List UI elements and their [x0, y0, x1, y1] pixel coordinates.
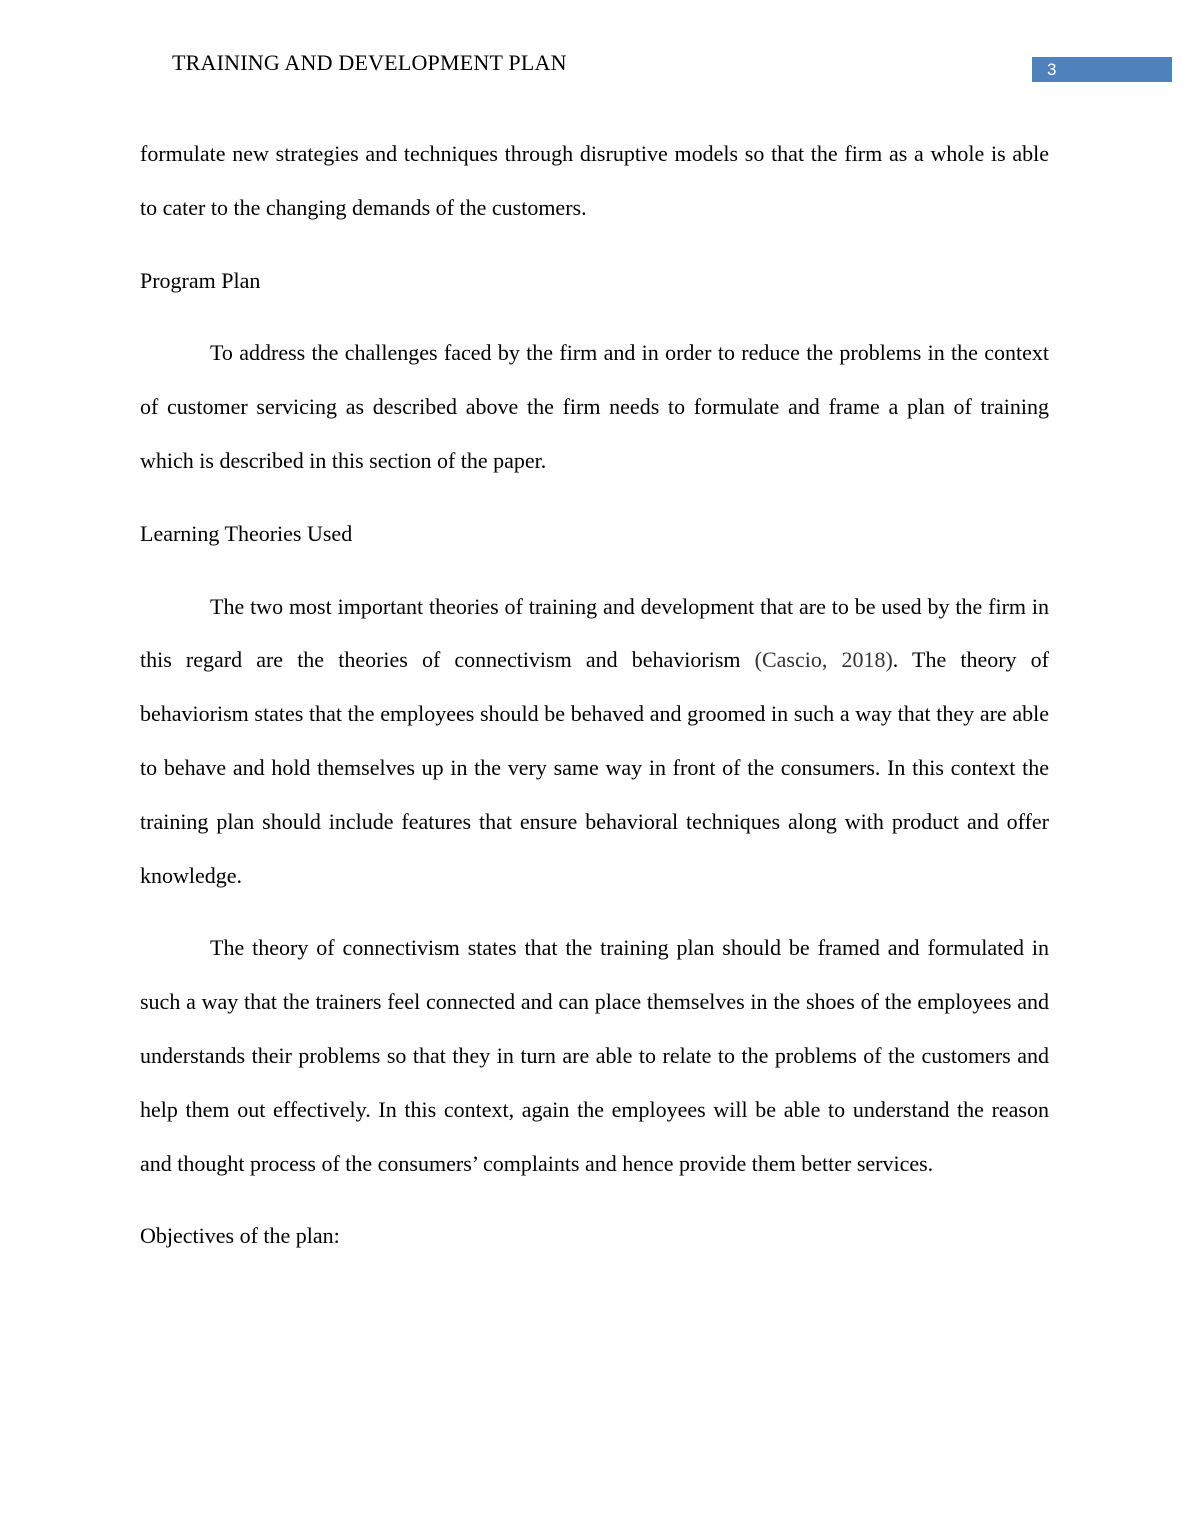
- heading-objectives: Objectives of the plan:: [140, 1223, 340, 1249]
- heading-learning-theories: Learning Theories Used: [140, 520, 353, 546]
- paragraph-text-after-citation: . The theory of behaviorism states that the employees should be behaved and groomed in such a way that they are able to behave and hold themselves up in the very same way in front of the consumers. In this context the training plan should include features that ensure behavioral techniques along with product and offer knowledge.: [140, 647, 1049, 888]
- paragraph-learning-theories: [140, 580, 1049, 903]
- paragraph-program-plan: To address the challenges faced by the firm and in order to reduce the problems in the context of customer servicing as described above the firm needs to formulate and frame a plan of training which is described in this section of the paper.: [140, 340, 1049, 473]
- citation-cascio-2018: (Cascio, 2018): [754, 647, 893, 673]
- running-head-title: TRAINING AND DEVELOPMENT PLAN: [172, 50, 567, 75]
- paragraph-connectivism: The theory of connectivism states that the training plan should be framed and formulated in such a way that the trainers feel connected and can place themselves in the shoes of the employees and understands their problems so that they in turn are able to relate to the problems of the customers and help them out effectively. In this context, again the employees will be able to understand the reason and thought process of the consumers’ complaints and hence provide them better services.: [140, 935, 1049, 1176]
- document-body: [140, 127, 1049, 1282]
- paragraph-continuation: formulate new strategies and techniques through disruptive models so that the firm as a whole is able to cater to the changing demands of the customers.: [140, 141, 1049, 220]
- page-number-badge: [1032, 57, 1172, 82]
- page-number: 3: [1047, 60, 1057, 79]
- paragraph-text-before-citation: The two most important theories of training and development that are to be used by the firm in this regard are the theories of connectivism and behaviorism: [140, 593, 1049, 673]
- heading-program-plan: Program Plan: [140, 267, 261, 293]
